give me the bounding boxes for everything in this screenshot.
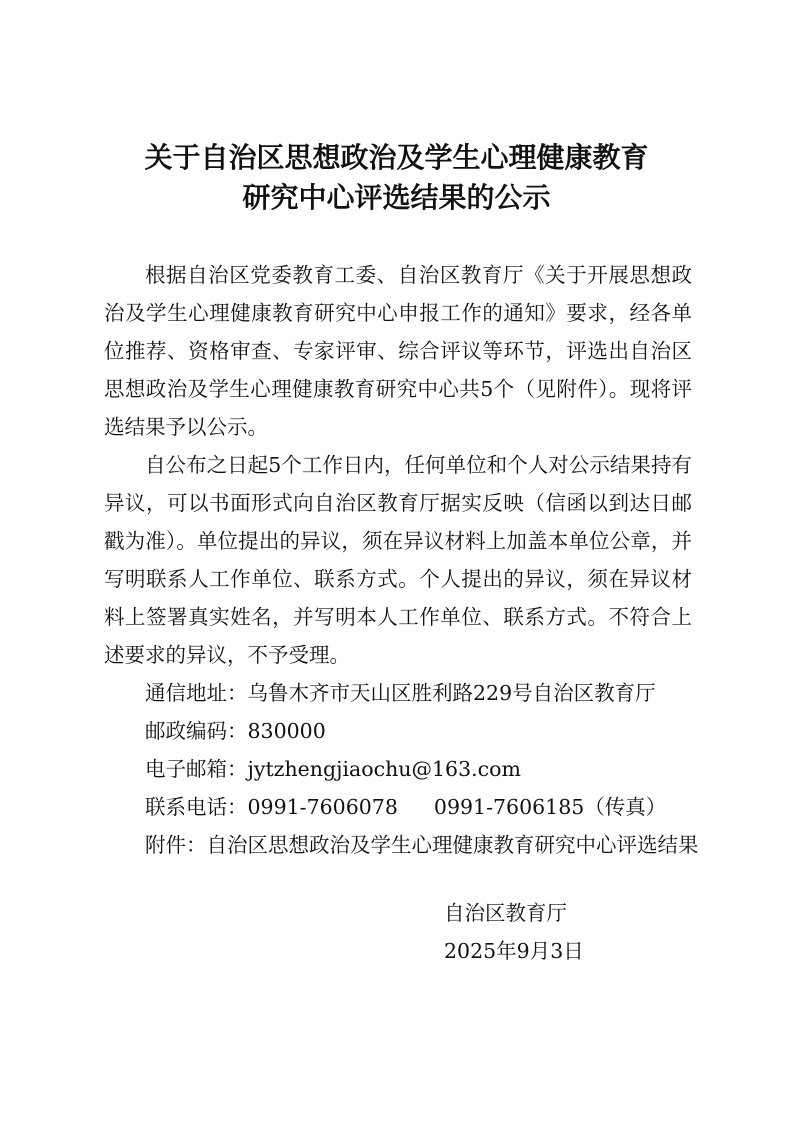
postcode-value: 830000 xyxy=(247,719,326,743)
document-body xyxy=(104,256,699,864)
email-line xyxy=(104,750,692,788)
paragraph-objection-rules: 自公布之日起5个工作日内，任何单位和个人对公示结果持有异议，可以书面形式向自治区教育厅据实反映（信函以到达日邮戳为准）。单位提出的异议，须在异议材料上加盖本单位公章，并写明联系人工作单位、联系方式。个人提出的异议，须在异议材料上签署真实姓名，并写明本人工作单位、联系方式。不符合上述要求的异议，不予受理。 xyxy=(104,453,692,667)
title-line-1: 关于自治区思想政治及学生心理健康教育 xyxy=(144,141,649,174)
address-label: 通信地址： xyxy=(145,681,248,705)
signature-block xyxy=(444,894,584,970)
phone-value-1: 0991-7606078 xyxy=(247,795,398,819)
attachment-label: 附件： xyxy=(145,833,207,857)
attachment-line xyxy=(104,826,699,864)
address-value: 乌鲁木齐市天山区胜利路229号自治区教育厅 xyxy=(247,681,656,705)
address-line xyxy=(104,674,692,712)
phone-value-2: 0991-7606185（传真） xyxy=(433,795,667,819)
attachment-value: 自治区思想政治及学生心理健康教育研究中心评选结果 xyxy=(206,833,699,857)
postcode-line xyxy=(104,712,692,750)
phone-line xyxy=(104,788,692,826)
paragraph-announcement: 根据自治区党委教育工委、自治区教育厅《关于开展思想政治及学生心理健康教育研究中心申报工作的通知》要求，经各单位推荐、资格审查、专家评审、综合评议等环节，评选出自治区思想政治及学生心理健康教育研究中心共5个（见附件）。现将评选结果予以公示。 xyxy=(104,263,692,439)
signature-org: 自治区教育厅 xyxy=(444,901,567,925)
title-line-2: 研究中心评选结果的公示 xyxy=(242,181,551,214)
phone-label: 联系电话： xyxy=(145,795,248,819)
signature-date: 2025年9月3日 xyxy=(444,939,584,963)
document-title xyxy=(0,138,793,218)
email-label: 电子邮箱： xyxy=(145,757,248,781)
email-value: jytzhengjiaochu@163.com xyxy=(247,757,521,781)
postcode-label: 邮政编码： xyxy=(145,719,248,743)
